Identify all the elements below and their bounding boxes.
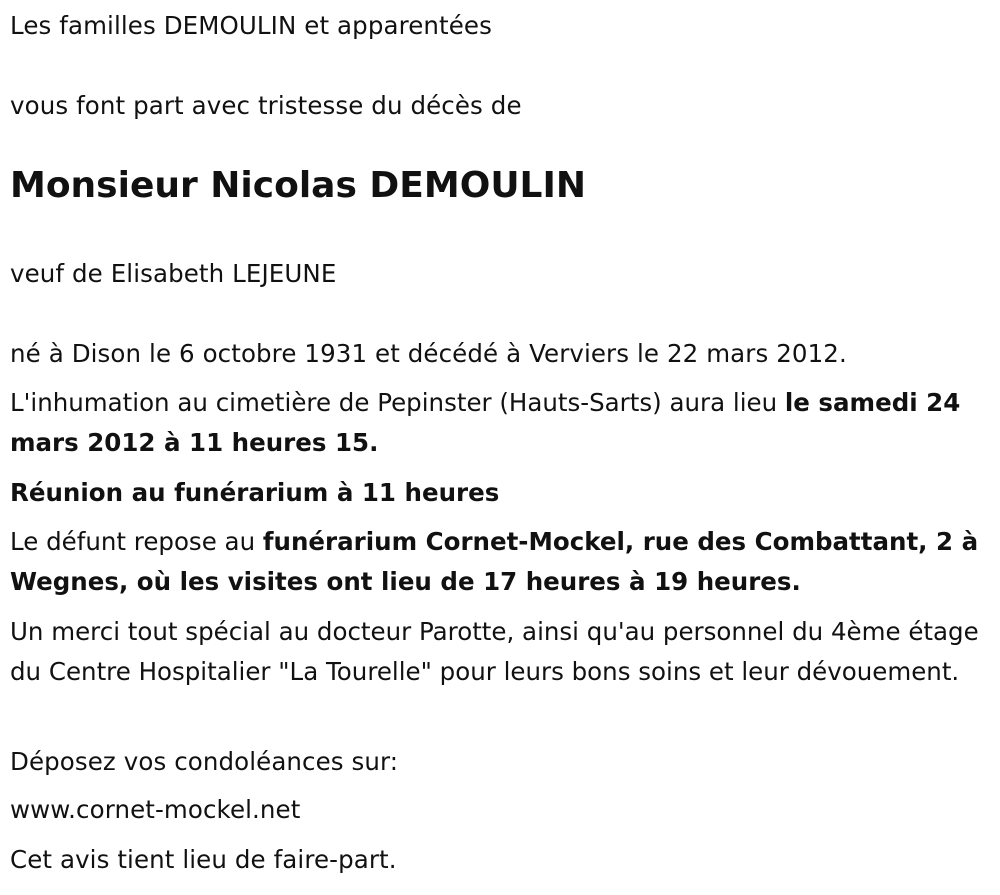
intro-line: Les familles DEMOULIN et apparentées — [10, 11, 492, 40]
gathering-line — [10, 473, 499, 513]
burial-date: le samedi 24 mars 2012 à 11 heures 15. — [10, 388, 961, 457]
burial-text: L'inhumation au cimetière de Pepinster (Hauts-Sarts) aura lieu — [10, 388, 785, 417]
condolences-label: Déposez vos condoléances sur: — [10, 747, 399, 776]
announcement-line: vous font part avec tristesse du décès de — [10, 91, 522, 120]
burial-paragraph — [10, 383, 990, 463]
birth-death-line: né à Dison le 6 octobre 1931 et décédé à Verviers le 22 mars 2012. — [10, 339, 847, 368]
repose-paragraph — [10, 522, 990, 602]
deceased-name: Monsieur Nicolas DEMOULIN — [10, 165, 587, 206]
closing-line: Cet avis tient lieu de faire-part. — [10, 845, 397, 874]
thanks-paragraph: Un merci tout spécial au docteur Parotte, ainsi qu'au personnel du 4ème étage du Centre Hospitalier "La Tourelle" pour leurs bons soins et leur dévouement. — [10, 617, 979, 686]
repose-text: Le défunt repose au — [10, 527, 263, 556]
gathering-text: Réunion au funérarium à 11 heures — [10, 478, 500, 507]
repose-details: funérarium Cornet-Mockel, rue des Combattant, 2 à Wegnes, où les visites ont lieu de 17 heures à 19 heures. — [10, 527, 979, 596]
spouse-line: veuf de Elisabeth LEJEUNE — [10, 259, 337, 288]
condolences-website: www.cornet-mockel.net — [10, 795, 301, 824]
